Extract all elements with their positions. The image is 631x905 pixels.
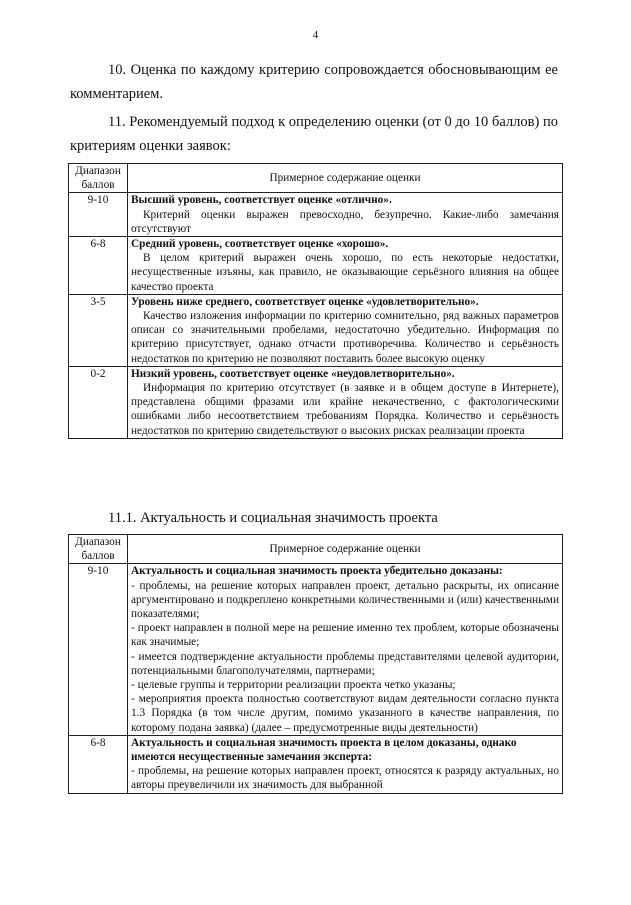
header-range: Диапазон баллов xyxy=(69,164,128,193)
score-description xyxy=(128,193,563,237)
level-title: Средний уровень, соответствует оценке «хорошо». xyxy=(131,238,389,251)
table-row xyxy=(69,366,563,438)
table-row xyxy=(69,237,563,295)
table-row xyxy=(69,294,563,366)
page-number: 4 xyxy=(312,29,319,41)
criteria-title: Актуальность и социальная значимость проекта убедительно доказаны: xyxy=(131,565,503,578)
criteria-bullet: - проблемы, на решение которых направлен проект, относятся к разряду актуальных, но авторы преувеличили их значимость для выбранной xyxy=(131,765,559,792)
score-range: 6-8 xyxy=(69,237,128,295)
criteria-bullet: - имеется подтверждение актуальности проблемы представителями целевой аудитории, потенциальными благополучателями, партнерами; xyxy=(131,650,559,677)
criteria-bullet: - целевые группы и территории реализации проекта четко указаны; xyxy=(131,679,456,692)
table-header-row xyxy=(69,164,563,193)
criteria-bullet: - проект направлен в полной мере на решение именно тех проблем, которые обозначены как значимые; xyxy=(131,622,559,649)
header-content: Примерное содержание оценки xyxy=(128,164,563,193)
criteria-bullet: - мероприятия проекта полностью соответствуют видам деятельности согласно пункта 1.3 Порядка (в том числе другим, помимо указанного в качестве направления, по которому подана заявка) (далее – предусмотренные виды деятельности) xyxy=(131,693,559,734)
level-text: Качество изложения информации по критерию сомнительно, ряд важных параметров описан со значительными пробелами, недостаточно убедительно. Информация по критерию присутствует, однако отчасти противоречива. Количество и серьёзность недостатков по критерию не позволяют поставить более высокую оценку xyxy=(131,310,559,365)
level-title: Уровень ниже среднего, соответствует оценке «удовлетворительно». xyxy=(131,295,479,308)
score-description xyxy=(128,294,563,366)
score-range: 9-10 xyxy=(69,193,128,237)
table-row xyxy=(69,564,563,735)
score-range: 9-10 xyxy=(69,564,128,735)
header-range: Диапазон баллов xyxy=(69,535,128,564)
level-text: В целом критерий выражен очень хорошо, по есть некоторые недостатки, несущественные изъяны, как правило, не оказывающие серьёзного влияния на общее качество проекта xyxy=(131,252,559,293)
score-range: 0-2 xyxy=(69,366,128,438)
score-range: 3-5 xyxy=(69,294,128,366)
paragraph-11: 11. Рекомендуемый подход к определению оценки (от 0 до 10 баллов) по критериям оценки заявок: xyxy=(70,114,558,154)
section-heading: 11.1. Актуальность и социальная значимость проекта xyxy=(108,510,438,526)
table-row xyxy=(69,193,563,237)
level-text: Информация по критерию отсутствует (в заявке и в общем доступе в Интернете), представлена общими фразами или крайне некачественно, с фактологическими ошибками либо несоответствием требованиям Порядка. Количество и серьёзность недостатков по критерию свидетельствуют о высоких рисках реализации проекта xyxy=(131,382,559,437)
score-range: 6-8 xyxy=(69,735,128,793)
criteria-bullet: - проблемы, на решение которых направлен проект, детально раскрыты, их описание аргументировано и подкреплено конкретными количественными и (или) качественными показателями; xyxy=(131,579,559,621)
level-text: Критерий оценки выражен превосходно, безупречно. Какие-либо замечания отсутствуют xyxy=(131,208,559,235)
level-title: Высший уровень, соответствует оценке «отлично». xyxy=(131,194,392,207)
header-content: Примерное содержание оценки xyxy=(128,535,563,564)
scoring-levels-table xyxy=(68,163,563,439)
relevance-criteria-table xyxy=(68,534,563,794)
score-description xyxy=(128,564,563,735)
score-description xyxy=(128,366,563,438)
criteria-title: Актуальность и социальная значимость проекта в целом доказаны, однако имеются несущественные замечания эксперта: xyxy=(131,736,517,764)
paragraph-10: 10. Оценка по каждому критерию сопровождается обосновывающим ее комментарием. xyxy=(70,62,558,102)
level-title: Низкий уровень, соответствует оценке «неудовлетворительно». xyxy=(131,367,455,380)
table-row xyxy=(69,735,563,793)
score-description xyxy=(128,735,563,793)
score-description xyxy=(128,237,563,295)
table-header-row xyxy=(69,535,563,564)
